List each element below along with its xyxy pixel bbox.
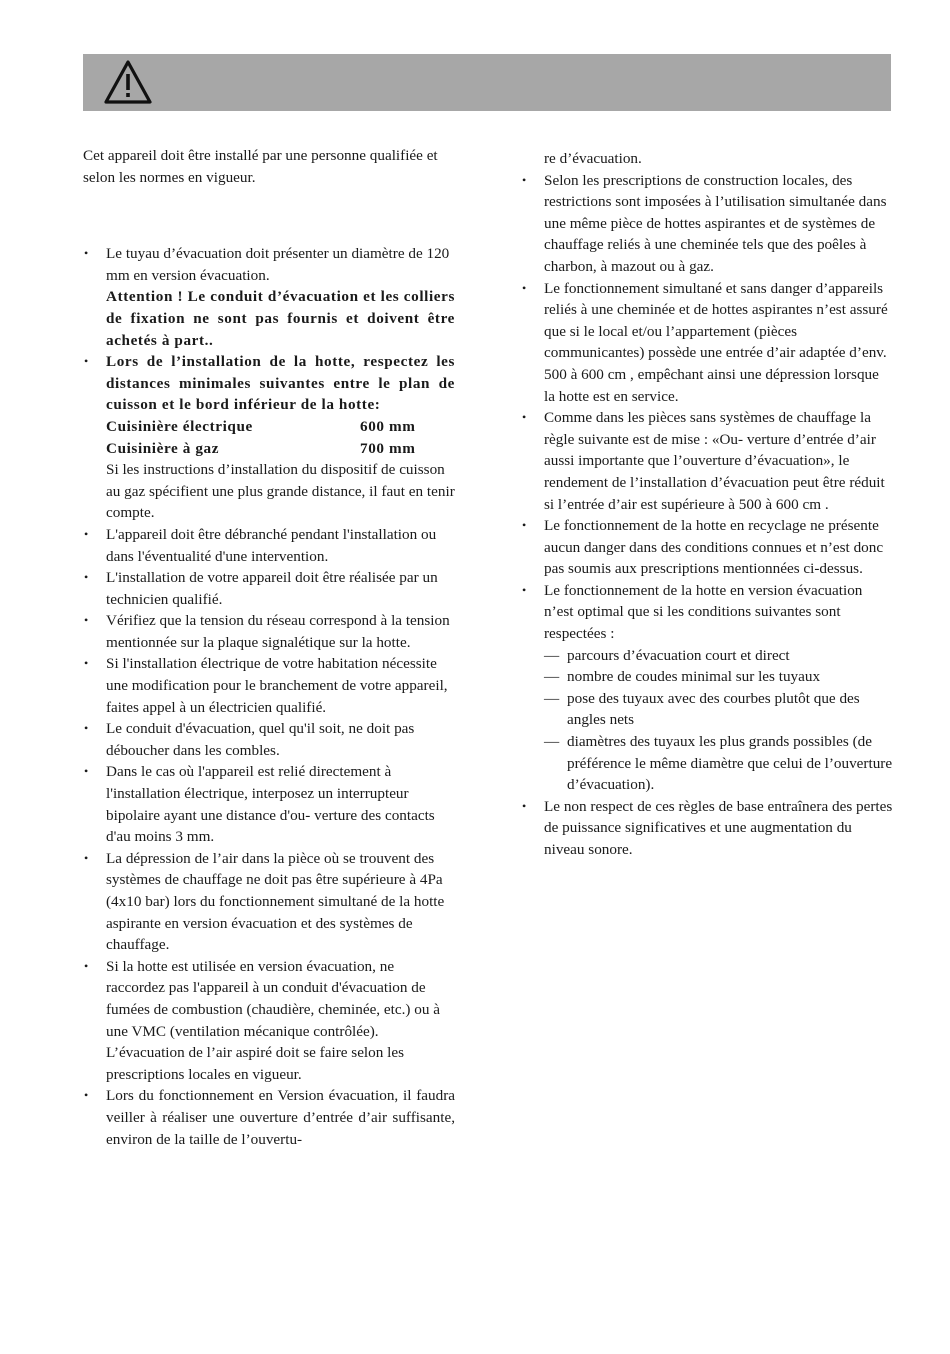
distance-note: Si les instructions d’installation du dispositif de cuisson au gaz spécifient une plus grande distance, il faut en tenir compte. [106,461,455,522]
instruction-list-left [83,243,455,1150]
warning-banner [83,54,891,111]
list-item [83,243,455,351]
list-item [83,351,455,524]
condition-item: — parcours d’évacuation court et direct [544,645,893,667]
list-item: • Si l'installation électrique de votre habitation nécessite une modification pour le branchement de votre appareil, faites appel à un électricien qualifié. [83,653,455,718]
distance-row-electric [106,416,455,438]
list-item: • Comme dans les pièces sans systèmes de chauffage la règle suivante est de mise : «Ou- verture d’entrée d’air aussi importante que l’ouverture d’évacuation», le rendement de l’installation d’évacuation peut être réduit si l’entrée d’air est supérieure à 500 à 600 cm . [521,407,893,515]
list-item: • Selon les prescriptions de construction locales, des restrictions sont imposées à l’utilisation simultanée dans une même pièce de hottes aspirantes et de systèmes de chauffage reliés à une cheminée tels que des poêles à charbon, à mazout ou à gaz. [521,170,893,278]
bullet-text: • Si la hotte est utilisée en version évacuation, ne raccordez pas l'appareil à un conduit d'évacuation de fumées de combustion (chaudière, cheminée, etc.) ou à une VMC (ventilation mécanique contrôlée). [106,957,440,1040]
warning-triangle-icon [103,59,153,105]
bullet-text: • Le fonctionnement de la hotte en version évacuation n’est optimal que si les conditions suivantes sont respectées : [544,581,863,643]
right-column [521,148,893,861]
list-item: • Le fonctionnement de la hotte en recyclage ne présente aucun danger dans des conditions connues et n’est donc pas soumis aux prescriptions mentionnées ci-dessus. [521,515,893,580]
distance-row-gas [106,438,455,460]
bullet-text: • Le tuyau d’évacuation doit présenter un diamètre de 120 mm en version évacuation. [106,245,450,284]
condition-list [544,645,893,796]
left-column [83,145,455,1150]
condition-item: — pose des tuyaux avec des courbes plutôt que des angles nets [544,688,893,731]
list-item: • Dans le cas où l'appareil est relié directement à l'installation électrique, interposez un interrupteur bipolaire ayant une distance d'ou- verture des contacts d'au moins 3 mm. [83,761,455,847]
list-item [521,580,893,796]
list-item: • L'appareil doit être débranché pendant l'installation ou dans l'éventualité d'une intervention. [83,524,455,567]
condition-item: — nombre de coudes minimal sur les tuyaux [544,666,893,688]
distance-value: 600 mm [360,417,416,435]
list-item: • Le fonctionnement simultané et sans danger d’appareils reliés à une cheminée et de hottes aspirantes n’est assuré que si le local et/ou l’appartement (pièces communicantes) possède une entrée d’air adaptée d’env. 500 à 600 cm , empêchant ainsi une dépression lorsque la hotte est en service. [521,278,893,408]
distance-label: Cuisinière électrique [106,417,253,435]
list-item: • Lors du fonctionnement en Version évacuation, il faudra veiller à réaliser une ouverture d’entrée d’air suffisante, environ de la taille de l’ouvertu- [83,1085,455,1150]
intro-paragraph: Cet appareil doit être installé par une personne qualifiée et selon les normes en vigueur. [83,147,438,186]
instruction-list-right [521,170,893,861]
attention-note: Attention ! Le conduit d’évacuation et les colliers de fixation ne sont pas fournis et doivent être achetés à part.. [106,288,455,349]
bullet-extra: L’évacuation de l’air aspiré doit se faire selon les prescriptions locales en vigueur. [106,1044,405,1083]
list-item: • Le non respect de ces règles de base entraînera des pertes de puissance significatives et une augmentation du niveau sonore. [521,796,893,861]
distance-value: 700 mm [360,439,416,457]
list-item: • Vérifiez que la tension du réseau correspond à la tension mentionnée sur la plaque signalétique sur la hotte. [83,610,455,653]
condition-item: — diamètres des tuyaux les plus grands possibles (de préférence le même diamètre que celui de l’ouverture d’évacuation). [544,731,893,796]
list-item [83,956,455,1086]
list-item: • La dépression de l’air dans la pièce où se trouvent des systèmes de chauffage ne doit pas être supérieure à 4Pa (4x10 bar) lors du fonctionnement simultané de la hotte aspirante en version évacuation et des systèmes de chauffage. [83,848,455,956]
distance-intro: • Lors de l’installation de la hotte, respectez les distances minimales suivantes entre le plan de cuisson et le bord inférieur de la hotte: [106,353,455,414]
list-item: • L'installation de votre appareil doit être réalisée par un technicien qualifié. [83,567,455,610]
distance-label: Cuisinière à gaz [106,439,220,457]
list-item: • Le conduit d'évacuation, quel qu'il soit, ne doit pas déboucher dans les combles. [83,718,455,761]
continued-text: re d’évacuation. [544,150,642,167]
